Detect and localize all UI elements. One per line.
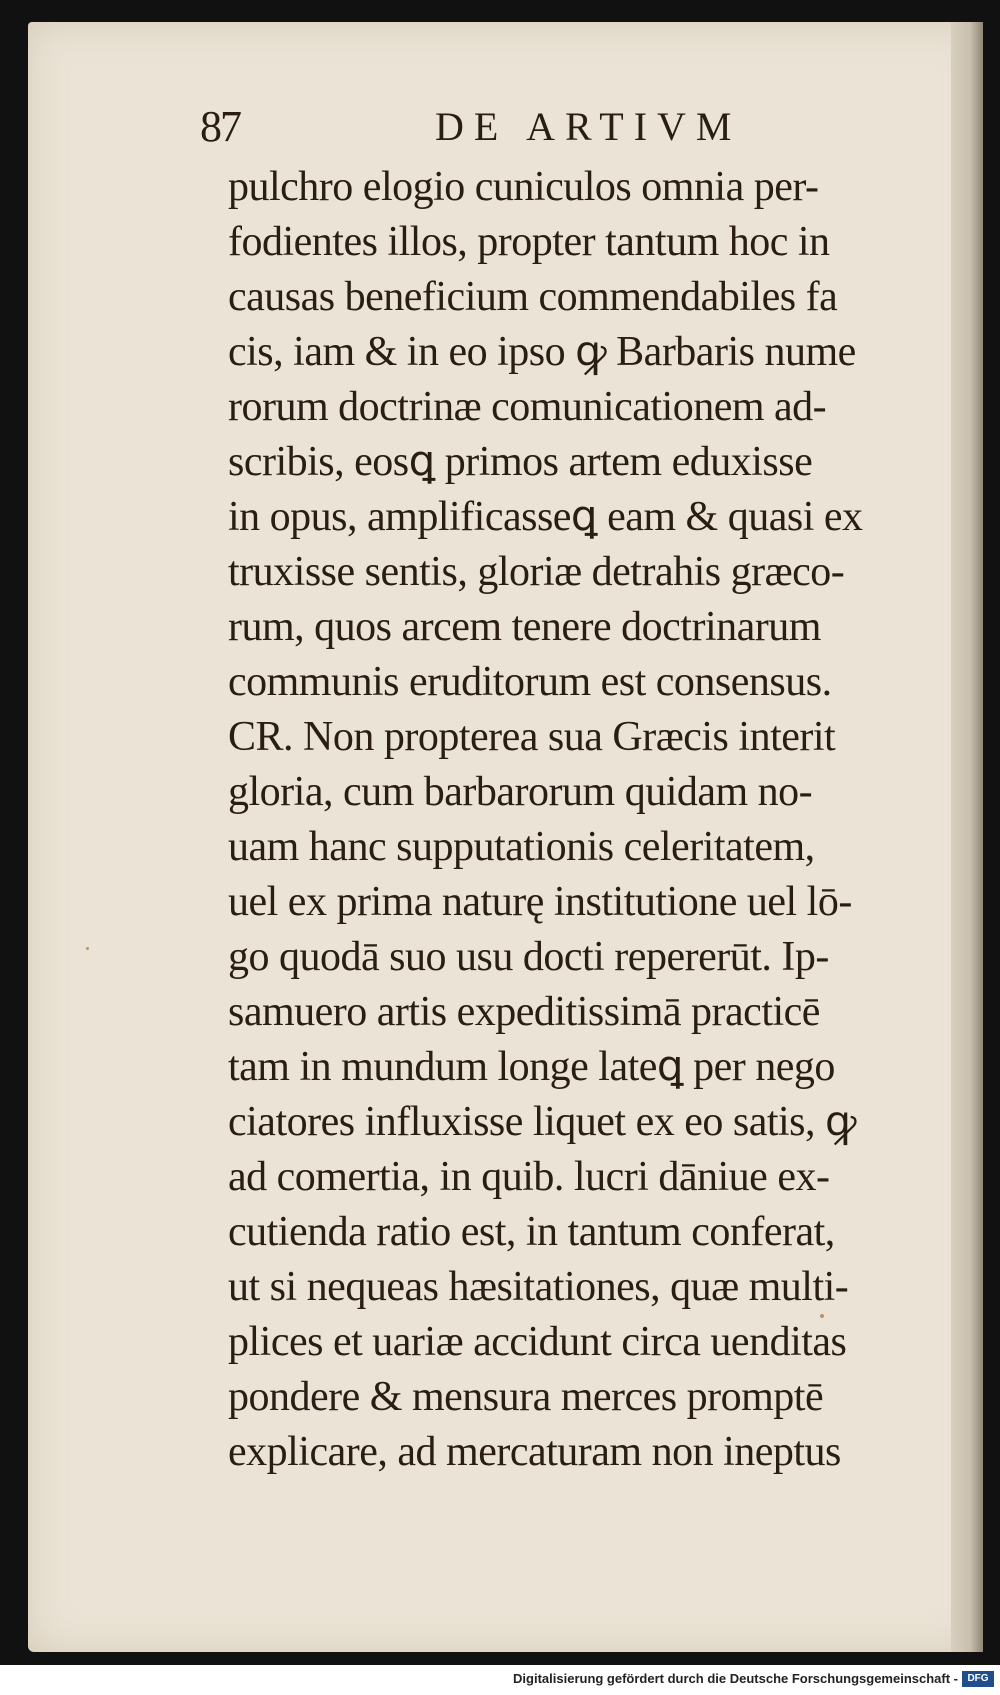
text-line: tam in mundum longe lateꝗ per nego [228,1044,835,1090]
text-line: cis, iam & in eo ipso ꝙ Barbaris nume [228,329,856,375]
paper-speck [86,947,89,950]
text-line: cutienda ratio est, in tantum conferat, [228,1209,835,1255]
text-line: ciatores influxisse liquet ex eo satis, ꝙ [228,1099,857,1145]
text-line: rorum doctrinæ comunicationem ad- [228,384,827,430]
text-line: explicare, ad mercaturam non ineptus [228,1429,841,1475]
text-line: communis eruditorum est consensus. [228,659,832,705]
footer-credit: Digitalisierung gefördert durch die Deutsche Forschungsgemeinschaft - [513,1671,958,1686]
text-line: in opus, amplificasseꝗ eam & quasi ex [228,494,863,540]
running-head: DE ARTIVM [435,104,742,149]
text-line: samuero artis expeditissimā practicē [228,989,820,1035]
text-line: pondere & mensura merces promptē [228,1374,824,1420]
text-line: go quodā suo usu docti repererūt. Ip- [228,934,829,980]
text-line: rum, quos arcem tenere doctrinarum [228,604,821,650]
text-line: ad comertia, in quib. lucri dāniue ex- [228,1154,830,1200]
text-line: uam hanc supputationis celeritatem, [228,824,815,870]
text-block [228,160,968,1480]
page-header [200,95,950,155]
text-line: truxisse sentis, gloriæ detrahis græco- [228,549,845,595]
text-line: scribis, eosꝗ primos artem eduxisse [228,439,813,485]
text-line: uel ex prima naturę institutione uel lō- [228,879,852,925]
text-line: ut si nequeas hæsitationes, quæ multi- [228,1264,849,1310]
text-line: plices et uariæ accidunt circa uenditas [228,1319,847,1365]
page-number: 87 [200,102,240,151]
text-line: pulchro elogio cuniculos omnia per- [228,164,819,210]
footer-bar [0,1665,1000,1695]
dfg-logo: DFG [962,1671,994,1687]
text-line: fodientes illos, propter tantum hoc in [228,219,830,265]
text-line: CR. Non propterea sua Græcis interit [228,714,836,760]
text-line: causas beneficium commendabiles fa [228,274,838,320]
text-line: gloria, cum barbarorum quidam no- [228,769,813,815]
